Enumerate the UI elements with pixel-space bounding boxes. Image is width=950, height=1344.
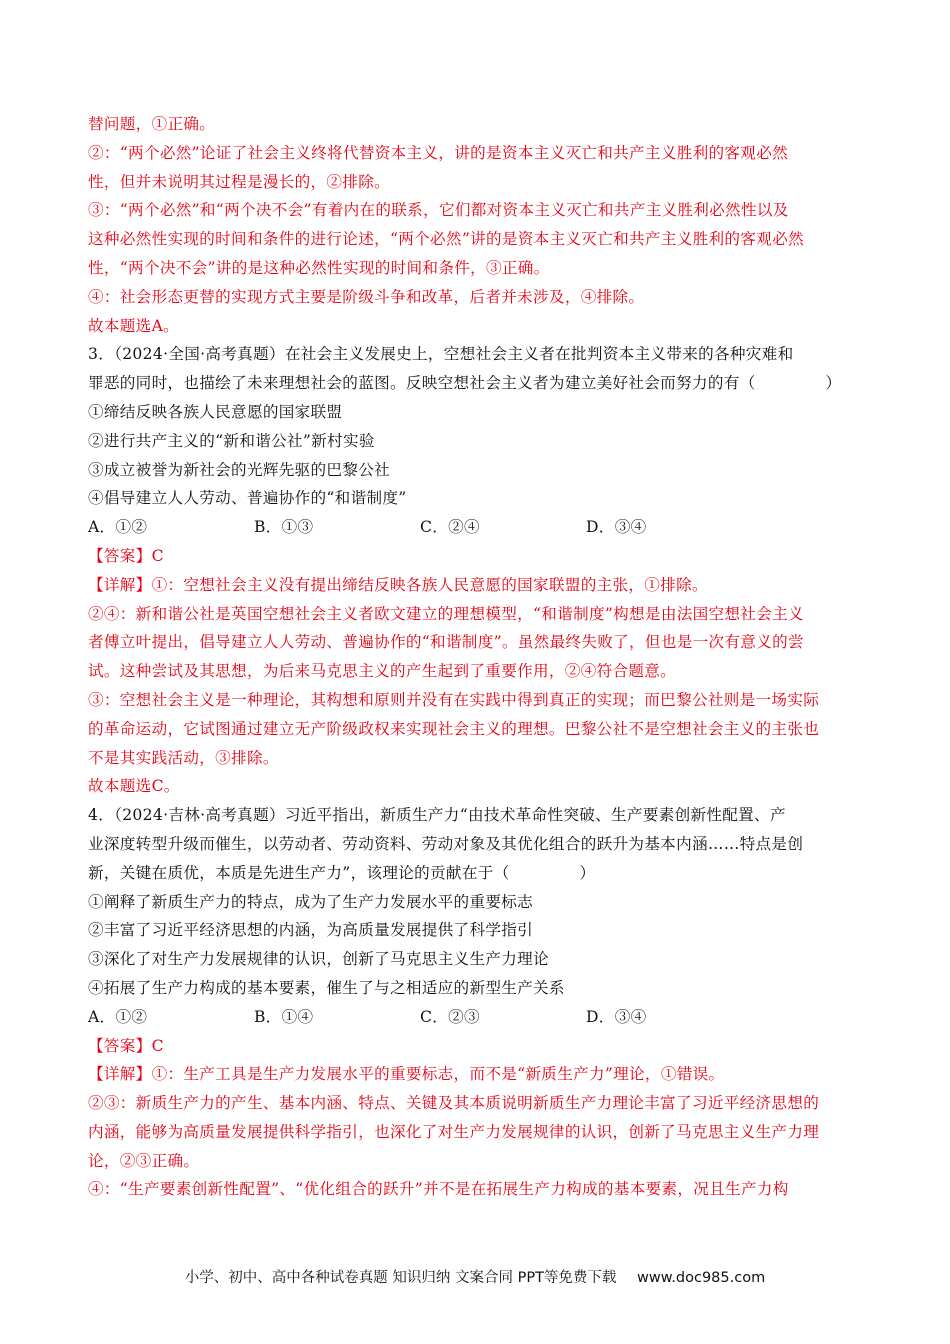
text-line — [88, 830, 860, 859]
line-text: ②进行共产主义的“新和谐公社”新村实验 — [88, 431, 375, 450]
line-text: ①阐释了新质生产力的特点，成为了生产力发展水平的重要标志 — [88, 892, 534, 911]
line-text: ②④：新和谐公社是英国空想社会主义者欧文建立的理想模型，“和谐制度”构想是由法国空想社会主义 — [88, 604, 804, 623]
line-text: 性，“两个决不会”讲的是这种必然性实现的时间和条件，③正确。 — [88, 258, 550, 277]
line-text: 内涵，能够为高质量发展提供科学指引，也深化了对生产力发展规律的认识，创新了马克思主义生产力理 — [88, 1122, 820, 1141]
footer-slogan: 小学、初中、高中各种试卷真题 知识归纳 文案合同 PPT等免费下载 — [184, 1270, 617, 1286]
line-text: ③：“两个必然”和“两个决不会”有着内在的联系，它们都对资本主义灭亡和共产主义胜利必然性以及 — [88, 201, 789, 220]
text-line — [88, 1089, 860, 1118]
text-line — [88, 974, 860, 1003]
text-line — [88, 312, 860, 341]
option-C: C．②③ — [420, 1007, 480, 1026]
text-line — [88, 369, 860, 398]
text-line — [88, 340, 860, 369]
line-text: 【答案】C — [88, 546, 164, 565]
text-line — [88, 1147, 860, 1176]
text-line — [88, 542, 860, 571]
option-C: C．②④ — [420, 518, 480, 537]
text-line — [88, 1032, 860, 1061]
option-D: D．③④ — [586, 518, 647, 537]
line-text: ③成立被誉为新社会的光辉先驱的巴黎公社 — [88, 460, 390, 479]
text-line — [88, 715, 860, 744]
text-line — [88, 1118, 860, 1147]
text-line — [88, 254, 860, 283]
text-line — [88, 139, 860, 168]
line-text: ④：社会形态更替的实现方式主要是阶级斗争和改革，后者并未涉及，④排除。 — [88, 287, 645, 306]
line-text: ③：空想社会主义是一种理论，其构想和原则并没有在实践中得到真正的实现；而巴黎公社则是一场实际 — [88, 690, 820, 709]
closing-paren: ） — [825, 374, 842, 393]
line-text: 故本题选C。 — [88, 777, 180, 796]
line-text: 性，但并未说明其过程是漫长的，②排除。 — [88, 172, 390, 191]
line-text: ②③：新质生产力的产生、基本内涵、特点、关键及其本质说明新质生产力理论丰富了习近平经济思想的 — [88, 1094, 820, 1113]
document-body — [88, 110, 860, 1204]
text-line — [88, 484, 860, 513]
text-line — [88, 945, 860, 974]
line-text: 【答案】C — [88, 1036, 164, 1055]
line-text: ④倡导建立人人劳动、普遍协作的“和谐制度” — [88, 489, 407, 508]
line-text: 这种必然性实现的时间和条件的进行论述，“两个必然”讲的是资本主义灭亡和共产主义胜利的客观必然 — [88, 230, 804, 249]
text-line — [88, 916, 860, 945]
line-text: 不是其实践活动，③排除。 — [88, 748, 279, 767]
line-text: 【详解】①：生产工具是生产力发展水平的重要标志，而不是“新质生产力”理论，①错误。 — [88, 1065, 725, 1084]
line-text: 替问题，①正确。 — [88, 115, 216, 133]
line-text: ①缔结反映各族人民意愿的国家联盟 — [88, 402, 343, 421]
closing-paren: ） — [579, 863, 596, 882]
line-text: ④：“生产要素创新性配置”、“优化组合的跃升”并不是在拓展生产力构成的基本要素，况且生产力构 — [88, 1180, 789, 1199]
answer-options — [88, 1003, 860, 1032]
text-line — [88, 283, 860, 312]
text-line — [88, 888, 860, 917]
text-line — [88, 1175, 860, 1204]
line-text: 3．（2024·全国·高考真题）在社会主义发展史上，空想社会主义者在批判资本主义带来的各种灾难和 — [88, 345, 794, 364]
option-A: A．①② — [88, 518, 148, 537]
text-line — [88, 427, 860, 456]
option-A: A．①② — [88, 1007, 148, 1026]
option-B: B．①④ — [254, 1007, 314, 1026]
text-line — [88, 1060, 860, 1089]
line-text: 【详解】①：空想社会主义没有提出缔结反映各族人民意愿的国家联盟的主张，①排除。 — [88, 575, 708, 594]
text-line — [88, 801, 860, 830]
text-line — [88, 456, 860, 485]
answer-options — [88, 513, 860, 542]
text-line — [88, 110, 860, 139]
line-text: ③深化了对生产力发展规律的认识，创新了马克思主义生产力理论 — [88, 950, 549, 969]
line-text: 新，关键在质优，本质是先进生产力”，该理论的贡献在于（ — [88, 863, 510, 882]
text-line — [88, 225, 860, 254]
text-line — [88, 859, 860, 888]
line-text: 故本题选A。 — [88, 316, 180, 335]
line-text: 4．（2024·吉林·高考真题）习近平指出，新质生产力“由技术革命性突破、生产要素创新性配置、产 — [88, 806, 786, 825]
text-line — [88, 600, 860, 629]
text-line — [88, 686, 860, 715]
text-line — [88, 744, 860, 773]
line-text: 业深度转型升级而催生，以劳动者、劳动资料、劳动对象及其优化组合的跃升为基本内涵……特点是创 — [88, 834, 804, 853]
line-text: 者傅立叶提出，倡导建立人人劳动、普遍协作的“和谐制度”。虽然最终失败了，但也是一次有意义的尝 — [88, 633, 804, 652]
page-footer — [0, 1266, 950, 1287]
line-text: ④拓展了生产力构成的基本要素，催生了与之相适应的新型生产关系 — [88, 978, 565, 997]
text-line — [88, 772, 860, 801]
text-line — [88, 196, 860, 225]
text-line — [88, 571, 860, 600]
text-line — [88, 628, 860, 657]
line-text: 试。这种尝试及其思想，为后来马克思主义的产生起到了重要作用，②④符合题意。 — [88, 662, 677, 681]
line-text: ②：“两个必然”论证了社会主义终将代替资本主义，讲的是资本主义灭亡和共产主义胜利的客观必然 — [88, 143, 788, 162]
footer-url[interactable]: www.doc985.com — [637, 1270, 766, 1286]
text-line — [88, 657, 860, 686]
line-text: 论，②③正确。 — [88, 1151, 200, 1170]
text-line — [88, 398, 860, 427]
option-D: D．③④ — [586, 1007, 647, 1026]
line-text: ②丰富了习近平经济思想的内涵，为高质量发展提供了科学指引 — [88, 921, 534, 940]
line-text: 的革命运动，它试图通过建立无产阶级政权来实现社会主义的理想。巴黎公社不是空想社会主义的主张也 — [88, 719, 820, 738]
line-text: 罪恶的同时，也描绘了未来理想社会的蓝图。反映空想社会主义者为建立美好社会而努力的有（ — [88, 374, 756, 393]
option-B: B．①③ — [254, 518, 314, 537]
text-line — [88, 168, 860, 197]
